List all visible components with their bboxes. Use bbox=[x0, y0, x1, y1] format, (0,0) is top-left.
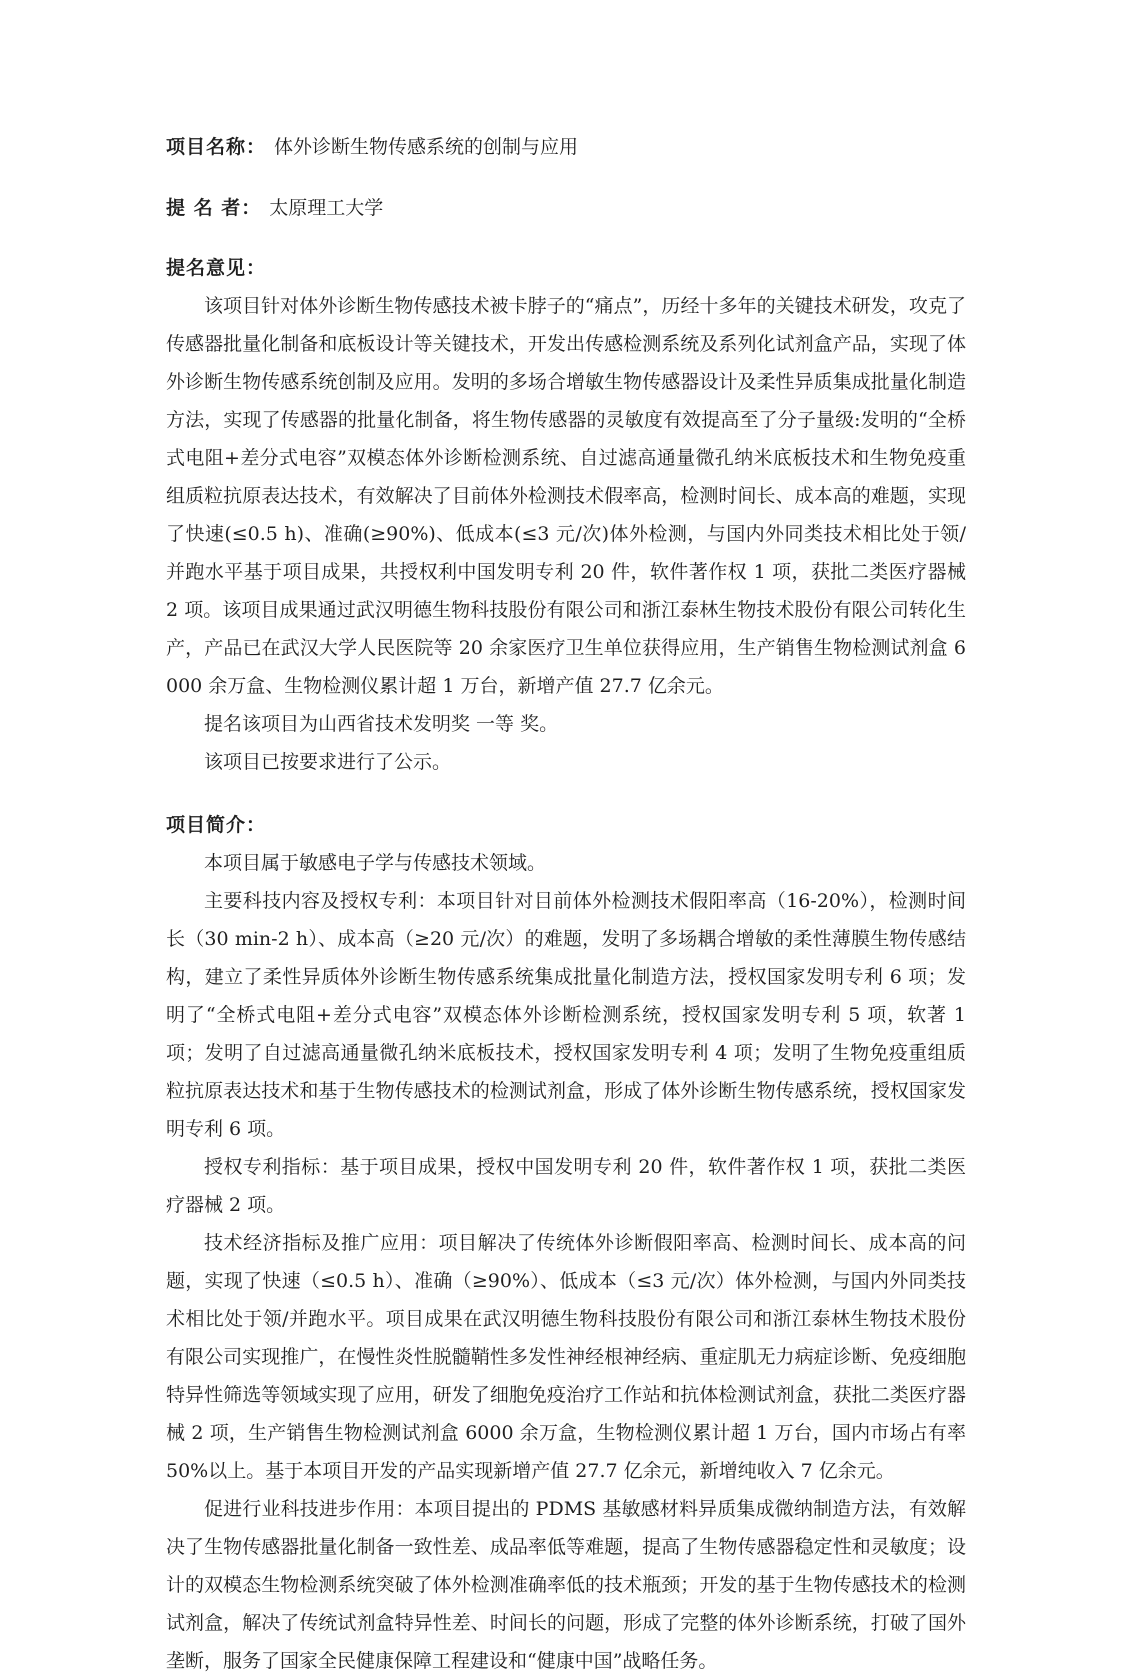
main-tech-content-paragraph: 主要科技内容及授权专利：本项目针对目前体外检测技术假阳率高（16-20%），检测时间长（30 min-2 h）、成本高（≥20 元/次）的难题，发明了多场耦合增敏的柔性薄膜生物传感结构，建立了柔性异质体外诊断生物传感系统集成批量化制造方法，授权国家发明专利 6 项；发明了“全桥式电阻+差分式电容”双模态体外诊断检测系统，授权国家发明专利 5 项，软著 1 项；发明了自过滤高通量微孔纳米底板技术，授权国家发明专利 4 项；发明了生物免疫重组质粒抗原表达技术和基于生物传感技术的检测试剂盒，形成了体外诊断生物传感系统，授权国家发明专利 6 项。 bbox=[166, 890, 966, 1140]
nominator-row bbox=[166, 189, 966, 227]
industry-progress-paragraph: 促进行业科技进步作用：本项目提出的 PDMS 基敏感材料异质集成微纳制造方法，有效解决了生物传感器批量化制备一致性差、成品率低等难题，提高了生物传感器稳定性和灵敏度；设计的双模态生物检测系统突破了体外检测准确率低的技术瓶颈；开发的基于生物传感技术的检测试剂盒，解决了传统试剂盒特异性差、时间长的问题，形成了完整的体外诊断系统，打破了国外垄断，服务了国家全民健康保障工程建设和“健康中国”战略任务。 bbox=[166, 1498, 966, 1672]
nomination-opinion-paragraph: 该项目针对体外诊断生物传感技术被卡脖子的“痛点”，历经十多年的关键技术研发，攻克了传感器批量化制备和底板设计等关键技术，开发出传感检测系统及系列化试剂盒产品，实现了体外诊断生物传感系统创制及应用。发明的多场合增敏生物传感器设计及柔性异质集成批量化制造方法，实现了传感器的批量化制备，将生物传感器的灵敏度有效提高至了分子量级:发明的“全桥式电阻+差分式电容”双模态体外诊断检测系统、自过滤高通量微孔纳米底板技术和生物免疫重组质粒抗原表达技术，有效解决了目前体外检测技术假率高，检测时间长、成本高的难题，实现了快速(≤0.5 h)、准确(≥90%)、低成本(≤3 元/次)体外检测，与国内外同类技术相比处于领/并跑水平基于项目成果，共授权利中国发明专利 20 件，软件著作权 1 项，获批二类医疗器械 2 项。该项目成果通过武汉明德生物科技股份有限公司和浙江泰林生物技术股份有限公司转化生产，产品已在武汉大学人民医院等 20 余家医疗卫生单位获得应用，生产销售生物检测试剂盒 6000 余万盒、生物检测仪累计超 1 万台，新增产值 27.7 亿余元。 bbox=[166, 295, 966, 697]
project-name-row bbox=[166, 128, 966, 166]
economic-indicator-paragraph: 技术经济指标及推广应用：项目解决了传统体外诊断假阳率高、检测时间长、成本高的问题，实现了快速（≤0.5 h）、准确（≥90%）、低成本（≤3 元/次）体外检测，与国内外同类技术相比处于领/并跑水平。项目成果在武汉明德生物科技股份有限公司和浙江泰林生物技术股份有限公司实现推广，在慢性炎性脱髓鞘性多发性神经根神经病、重症肌无力病症诊断、免疫细胞特异性筛选等领域实现了应用，研发了细胞免疫治疗工作站和抗体检测试剂盒，获批二类医疗器械 2 项，生产销售生物检测试剂盒 6000 余万盒，生物检测仪累计超 1 万台，国内市场占有率 50%以上。基于本项目开发的产品实现新增产值 27.7 亿余元，新增纯收入 7 亿余元。 bbox=[166, 1232, 966, 1482]
nominator-label: 提 名 者： bbox=[166, 197, 262, 219]
nomination-publicity-line: 该项目已按要求进行了公示。 bbox=[204, 751, 452, 773]
section-heading-nomination-opinion: 提名意见： bbox=[166, 257, 267, 279]
project-name-label: 项目名称： bbox=[166, 136, 267, 158]
project-name-value: 体外诊断生物传感系统的创制与应用 bbox=[274, 136, 579, 158]
nomination-award-line: 提名该项目为山西省技术发明奖 一等 奖。 bbox=[204, 713, 559, 735]
project-field-line: 本项目属于敏感电子学与传感技术领域。 bbox=[204, 852, 547, 874]
nominator-value: 太原理工大学 bbox=[269, 197, 384, 219]
section-heading-project-introduction: 项目简介： bbox=[166, 814, 267, 836]
patent-indicator-paragraph: 授权专利指标：基于项目成果，授权中国发明专利 20 件，软件著作权 1 项，获批二类医疗器械 2 项。 bbox=[166, 1156, 966, 1216]
